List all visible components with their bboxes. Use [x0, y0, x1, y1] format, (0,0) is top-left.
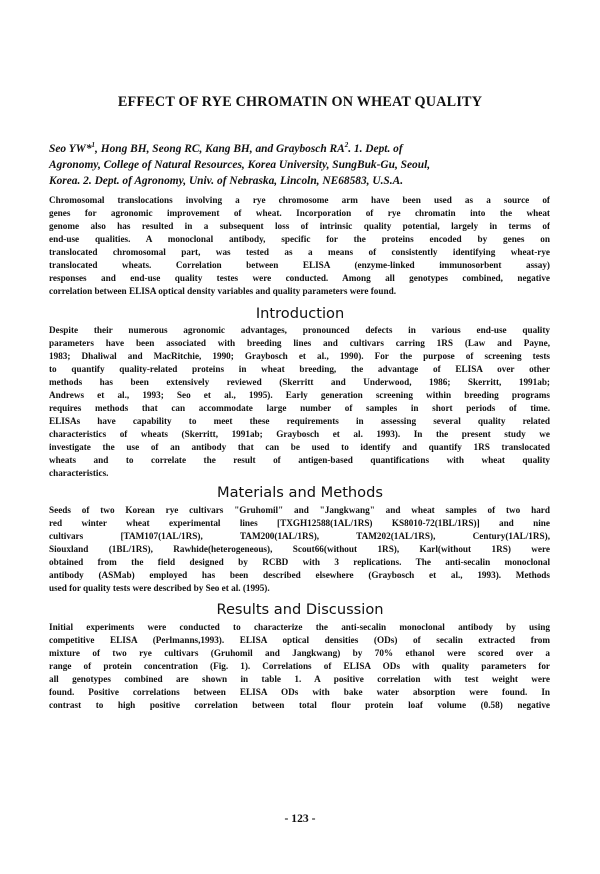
body-line: 1983; Dhaliwal and MacRitchie, 1990; Graybosch et al., 1990). For the purpose of screening tests	[49, 351, 550, 361]
affiliation-marker-2: 2	[344, 141, 349, 149]
affiliation-1-start: . 1. Dept. of	[348, 142, 403, 155]
abstract-line: responses and end-use quality testes were conducted. Among all genotypes combined, negative	[49, 273, 550, 283]
affiliation-marker-1: 1	[91, 141, 96, 149]
body-line: used for quality tests were described by Seo et al. (1995).	[49, 583, 270, 593]
abstract-line: correlation between ELISA optical density variables and quality parameters were found.	[49, 286, 396, 296]
body-line: range of protein concentration (Fig. 1). Correlations of ELISA ODs with quality parameters for	[49, 661, 550, 671]
paper-title: EFFECT OF RYE CHROMATIN ON WHEAT QUALITY	[117, 94, 483, 110]
body-line: antibody (ASMab) employed has been described elsewhere (Graybosch et al., 1993). Methods	[49, 570, 550, 580]
author-affiliation-block	[49, 137, 549, 189]
section-heading-introduction: Introduction	[255, 305, 345, 322]
body-line: red winter wheat experimental lines [TXGH12588(1AL/1RS) KS8010-72(1BL/1RS)] and nine	[49, 518, 550, 528]
abstract-line: genome also has resulted in a subsequent loss of intrinsic quality potential, largely in terms of	[49, 221, 550, 231]
body-line: found. Positive correlations between ELISA ODs with bake water absorption were found. In	[49, 687, 550, 697]
body-line: to quantify quality-related proteins in wheat breeding, the advantage of ELISA over other	[49, 364, 550, 374]
abstract-line: genes for agronomic improvement of wheat. Incorporation of rye chromatin into the wheat	[49, 208, 550, 218]
abstract-line: translocated wheats. Correlation between ELISA (enzyme-linked immunosorbent assay)	[49, 260, 550, 270]
section-heading-results-discussion: Results and Discussion	[216, 601, 384, 618]
abstract-line: end-use qualities. A monoclonal antibody, specific for the proteins encoded by genes on	[49, 234, 550, 244]
affiliation-2-text: Korea. 2. Dept. of Agronomy, Univ. of Nebraska, Lincoln, NE68583, U.S.A.	[49, 174, 404, 187]
body-line: requires methods that can accommodate large number of samples in short periods of time.	[49, 403, 550, 413]
abstract-line: Chromosomal translocations involving a rye chromosome arm have been used as a source of	[49, 195, 550, 205]
body-line: cultivars [TAM107(1AL/1RS), TAM200(1AL/1RS), TAM202(1AL/1RS), Century(1AL/1RS),	[49, 531, 550, 541]
body-line: characteristics.	[49, 468, 109, 478]
body-line: mixture of two rye cultivars (Gruhomil and Jangkwang) by 70% ethanol were scored over a	[49, 648, 550, 658]
body-line: Andrews et al., 1993; Seo et al., 1995). Early generation screening within breeding programs	[49, 390, 550, 400]
body-line: Despite their numerous agronomic advantages, pronounced defects in various end-use quality	[49, 325, 550, 335]
body-line: contrast to high positive correlation between total flour protein loaf volume (0.58) negative	[49, 700, 550, 710]
body-line: methods has been extensively reviewed (Skerritt and Underwood, 1986; Skerritt, 1991ab;	[49, 377, 550, 387]
body-line: ELISAs have capability to meet these requirements in assessing several quality related	[49, 416, 550, 426]
body-line: obtained from the field designed by RCBD with 3 replications. The anti-secalin monoclonal	[49, 557, 550, 567]
affiliation-1-text: Agronomy, College of Natural Resources, Korea University, SungBuk-Gu, Seoul,	[49, 158, 431, 171]
author-names: Seo YW*	[49, 142, 92, 155]
body-line: competitive ELISA (Perlmanns,1993). ELISA optical densities (ODs) of secalin extracted from	[49, 635, 550, 645]
page-number: - 123 -	[284, 812, 316, 825]
abstract-line: translocated chromosomal part, was tested as a means of consistently identifying wheat-rye	[49, 247, 550, 257]
author-names-continued: , Hong BH, Seong RC, Kang BH, and Graybosch RA	[95, 142, 345, 155]
section-heading-materials-methods: Materials and Methods	[217, 484, 383, 501]
body-line: Seeds of two Korean rye cultivars "Gruhomil" and "Jangkwang" and wheat samples of two hard	[49, 505, 550, 515]
body-line: wheats and to correlate the result of antigen-based quantifications with wheat quality	[49, 455, 550, 465]
body-line: Siouxland (1BL/1RS), Rawhide(heterogeneous), Scout66(without 1RS), Karl(without 1RS) were	[49, 544, 550, 554]
body-line: investigate the use of an antibody that can be used to identify and quantify 1RS translocated	[49, 442, 550, 452]
body-line: all genotypes combined are shown in table 1. A positive correlation with test weight were	[49, 674, 550, 684]
body-line: parameters have been associated with breeding lines and cultivars carring 1RS (Law and Payne,	[49, 338, 550, 348]
body-line: Initial experiments were conducted to characterize the anti-secalin monoclonal antibody by using	[49, 622, 550, 632]
body-line: characteristics of wheats (Skerritt, 1991ab; Graybosch et al. 1993). In the present study we	[49, 429, 550, 439]
